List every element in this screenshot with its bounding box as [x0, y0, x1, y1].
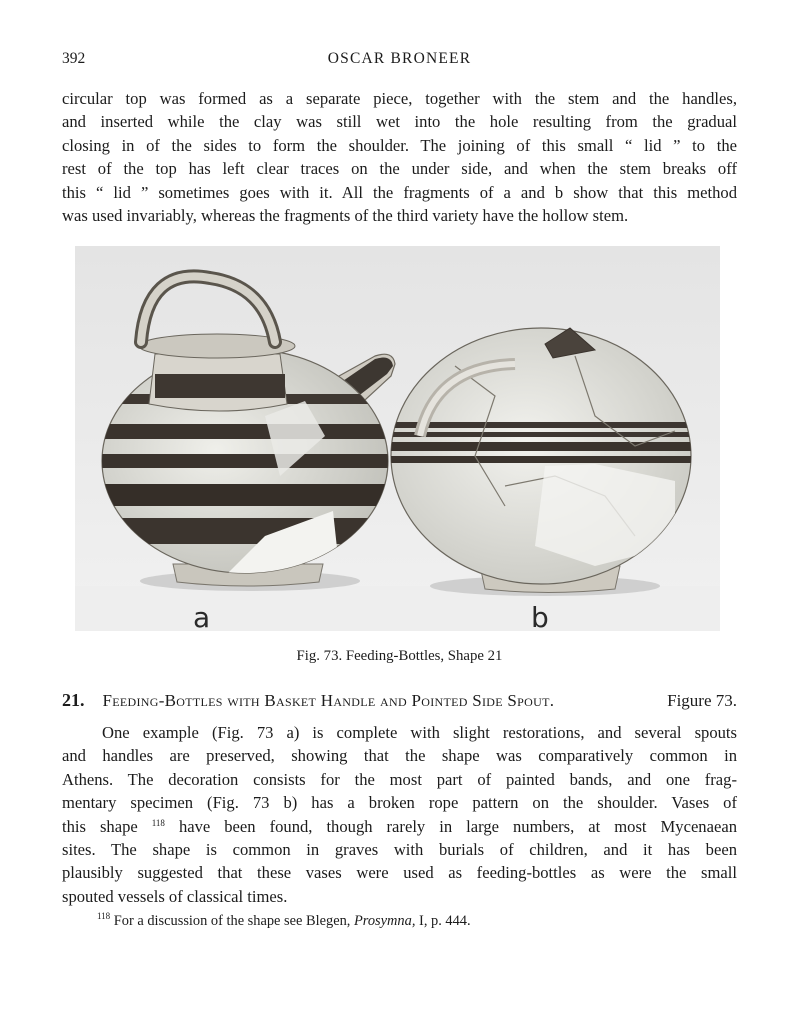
footnote-ref[interactable]: 118 — [151, 817, 165, 828]
text-line: Athens. The decoration consists for the most part of painted bands, and one frag- — [62, 769, 737, 789]
text-line: this “ lid ” sometimes goes with it. All the fragments of a and b show that this method — [62, 182, 737, 202]
figure-label-b: b — [531, 601, 549, 631]
footnote-text-end: I, p. 444. — [419, 913, 471, 929]
figure-label-a: a — [193, 601, 211, 631]
section-title: Feeding-Bottles with Basket Handle and Pointed Side Spout. — [102, 691, 555, 710]
text-line: mentary specimen (Fig. 73 b) has a broken rope pattern on the shoulder. Vases of — [62, 793, 737, 813]
footnote-text: For a discussion of the shape see Blegen, — [113, 913, 351, 929]
text-fragment: this shape — [62, 816, 138, 836]
text-line: closing in of the sides to form the shoulder. The joining of this small “ lid ” to the — [62, 135, 737, 155]
footnote — [97, 913, 737, 930]
figure-73-photo — [75, 246, 720, 631]
text-line: circular top was formed as a separate piece, together with the stem and the handles, — [62, 89, 737, 108]
text-line: and handles are preserved, showing that the shape was comparatively common in — [62, 746, 737, 766]
section-figure-ref: Figure 73. — [667, 691, 737, 710]
text-line: plausibly suggested that these vases were used as feeding-bottles as were the small — [62, 863, 737, 883]
footnote-marker: 118 — [97, 911, 111, 921]
text-line: sites. The shape is common in graves with burials of children, and it has been — [62, 839, 737, 859]
text-line: was used invariably, whereas the fragments of the third variety have the hollow stem. — [62, 205, 629, 225]
running-head: OSCAR BRONEER — [327, 50, 472, 67]
text-line-with-note — [62, 815, 737, 838]
section-number: 21. — [62, 690, 85, 710]
paragraph-continuation — [62, 87, 737, 227]
footnote-title: Prosymna, — [354, 913, 416, 929]
text-line: spouted vessels of classical times. — [62, 886, 288, 906]
text-line: rest of the top has left clear traces on the under side, and when the stem breaks off — [62, 159, 737, 179]
text-line: One example (Fig. 73 a) is complete with slight restorations, and several spouts — [102, 723, 737, 742]
section-heading — [62, 690, 737, 711]
text-fragment: have been found, though rarely in large numbers, at most Mycenaean — [178, 816, 737, 836]
page-number: 392 — [62, 50, 86, 67]
figure-caption: Fig. 73. Feeding-Bottles, Shape 21 — [296, 648, 503, 664]
section-paragraph — [62, 721, 737, 908]
text-line: and inserted while the clay was still wet into the hole resulting from the gradual — [62, 112, 737, 132]
page-header — [62, 50, 737, 74]
